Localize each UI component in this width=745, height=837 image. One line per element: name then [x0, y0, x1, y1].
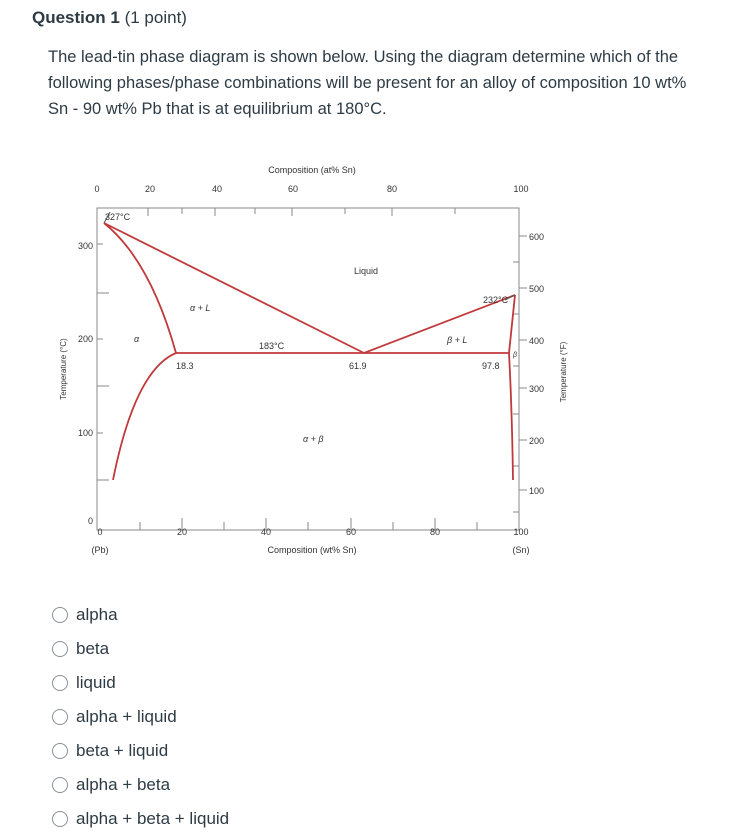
left-tick-label: 100: [77, 428, 93, 438]
answer-options: [52, 598, 229, 836]
sn-label: (Sn): [512, 545, 530, 555]
right-axis-ticks: [513, 236, 527, 512]
label-alpha-beta: α + β: [303, 434, 324, 444]
label-sn-melt: 232°C: [483, 295, 509, 305]
right-tick-label: 200: [529, 436, 545, 446]
bottom-tick-label: 20: [176, 527, 188, 537]
radio-button[interactable]: [52, 675, 68, 691]
right-tick-label: 300: [529, 384, 545, 394]
top-axis-ticks: [97, 208, 519, 216]
option-label: alpha + beta + liquid: [76, 809, 230, 828]
question-title: Question 1: [32, 8, 120, 27]
bottom-axis-ticks: [140, 518, 477, 530]
option-alpha-liquid[interactable]: [52, 700, 229, 734]
label-alpha-liquid: α + L: [190, 303, 211, 313]
option-alpha-beta[interactable]: [52, 768, 229, 802]
option-beta-liquid[interactable]: [52, 734, 229, 768]
question-header: [32, 8, 187, 28]
bottom-tick-label: 60: [345, 527, 357, 537]
left-tick-label: 200: [77, 334, 93, 344]
solidus-right: [509, 295, 515, 353]
top-tick-label: 40: [211, 184, 223, 194]
option-label: liquid: [76, 673, 116, 692]
option-alpha[interactable]: [52, 598, 229, 632]
option-label: beta: [76, 639, 110, 658]
label-beta-limit: 97.8: [482, 361, 500, 371]
option-label: beta + liquid: [76, 741, 169, 760]
question-text: The lead-tin phase diagram is shown below. Using the diagram determine which of the following phases/phase combinations will be present for an alloy of composition 10 wt% Sn - 90 wt% Pb that is at equilibrium at 180°C.: [48, 48, 687, 118]
phase-diagram: [0, 150, 745, 580]
bottom-tick-label: 0: [97, 527, 103, 537]
bottom-axis-title: Composition (wt% Sn): [267, 545, 357, 555]
top-tick-label: 100: [513, 184, 529, 194]
solvus-right: [509, 353, 513, 480]
option-liquid[interactable]: [52, 666, 229, 700]
bottom-tick-label: 80: [429, 527, 441, 537]
option-label: alpha + liquid: [76, 707, 177, 726]
bottom-tick-label: 40: [260, 527, 272, 537]
top-tick-label: 60: [287, 184, 299, 194]
label-liquid: Liquid: [354, 266, 379, 276]
label-pb-melt: 327°C: [105, 212, 131, 222]
option-beta[interactable]: [52, 632, 229, 666]
label-eutectic-comp: 61.9: [349, 361, 367, 371]
label-beta-liquid: β + L: [447, 335, 468, 345]
right-axis-title: Temperature (°F): [559, 341, 568, 403]
bottom-tick-label: 100: [513, 527, 529, 537]
radio-button[interactable]: [52, 811, 68, 827]
radio-button[interactable]: [52, 607, 68, 623]
radio-button[interactable]: [52, 743, 68, 759]
right-tick-label: 100: [529, 486, 545, 496]
radio-button[interactable]: [52, 777, 68, 793]
liquidus-left: [104, 223, 364, 353]
option-alpha-beta-liquid[interactable]: [52, 802, 229, 836]
left-tick-label: 300: [77, 241, 93, 251]
top-tick-label: 20: [144, 184, 156, 194]
label-beta: β: [513, 352, 517, 359]
radio-button[interactable]: [52, 641, 68, 657]
pb-label: (Pb): [91, 545, 109, 555]
right-tick-label: 500: [529, 284, 545, 294]
left-axis-title: Temperature (°C): [59, 338, 68, 400]
plot-frame: [97, 208, 519, 530]
right-tick-label: 400: [529, 336, 545, 346]
label-alpha-limit: 18.3: [176, 361, 194, 371]
top-tick-label: 80: [386, 184, 398, 194]
solvus-left: [113, 353, 176, 480]
label-eutectic-temp: 183°C: [259, 341, 285, 351]
right-tick-label: 600: [529, 232, 545, 242]
question-points: (1 point): [124, 8, 187, 27]
left-axis-ticks: [97, 244, 109, 480]
radio-button[interactable]: [52, 709, 68, 725]
solidus-left: [104, 223, 176, 353]
top-tick-label: 0: [94, 184, 100, 194]
label-alpha: α: [134, 334, 140, 344]
top-axis-title: Composition (at% Sn): [268, 165, 356, 175]
left-tick-label: 0: [87, 516, 93, 526]
option-label: alpha: [76, 605, 118, 624]
option-label: alpha + beta: [76, 775, 171, 794]
